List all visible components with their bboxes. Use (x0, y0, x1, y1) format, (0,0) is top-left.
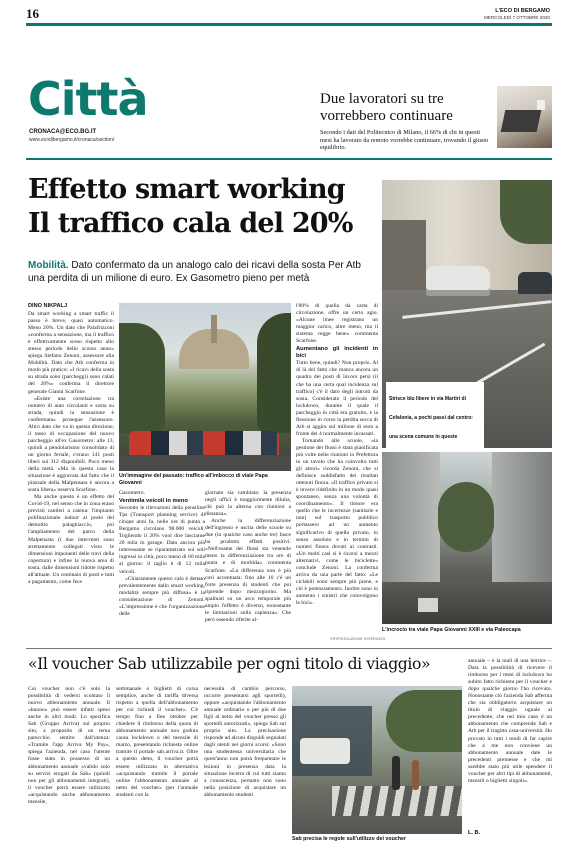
main-paragraph: «Esiste una correlazione tra numero di auto circolanti e sosta su strada, quindi la sensazione è confermata» prosegue l'assessore. Altro dato che va in questa direzione, il tasso di occupazione del nuovo parcheggio all'ex Gasometro: alle 13, quindi a pendolarismo consolidato di un giorno feriale, c'erano 141 posti liberi sui 312 disponibili. Poco meno della metà. «Ma in questo caso la situazione è aggravata dal fatto che il piazzale della Malpensata è ancora a sosta libera» osserva Scarfone. (28, 395, 114, 494)
second-column-4 (468, 658, 552, 828)
tower-shape (211, 315, 217, 343)
main-paragraph: Secondo le rilevazioni della pensiline Tps (Transport planning service) di cinque anni fa, nelle ore di punta a Bergamo circolano 98.000 veicoli. Togliendo il 20% vuol dire lasciarne 20 mila in garage. Dato ancora più interessante se riparametrato sui soli ingressi in città, poco meno di 60 mila al giorno: il taglio è di 12 mila veicoli. (119, 505, 205, 575)
main-column-4 (296, 303, 378, 635)
photo-old-traffic-caption: Un'immagine del passato: traffico all'imbocco di viale Papa Giovanni (119, 473, 268, 486)
main-headline-line2: Il traffico cala del 20% (28, 208, 353, 239)
article-divider (26, 648, 552, 649)
tree-left (119, 323, 165, 433)
second-headline: «Il voucher Sab utilizzabile per ogni titolo di viaggio» (28, 655, 431, 673)
main-paragraph: Anche la differenziazione dell'ingresso e uscita delle scuole su due (in qualche caso anche tre) fasce ha prodotto effetti positivi: «Nell'esame dei flussi sta venendo meno la differenziazione tra ore di punta e di morbida» commenta Scarfone. «La differenza non è più così accentuata: fino alle 10 c'è un forte presenza di studenti che poi riprende dopo mezzogiorno. Ma spalmati su un arco temporale più ampio l'effetto è diverso, nonostante le limitazioni sulla capienza». Che però essendo riferite al- (205, 518, 291, 623)
page-number: 16 (26, 6, 39, 21)
issue-date: MERCOLEDÌ 7 OTTOBRE 2020 (483, 15, 550, 20)
second-paragraph: settimanale o biglietti di corsa semplice, anche di tariffa diversa rispetto a quella dell'abbonamento per cui richiedi il voucher». C'è tempo fino a fine ottobre per chiedere il rimborso della quota di abbonamento annuale non goduta causa lockdown o del mensile di marzo, presentando richiesta online tramite il portale sab.arriva.it. Oltre a questo detto, il voucher potrà essere utilizzato in alternativa «acquistando tramite il portale online l'abbonamento annuale al netto del voucher» (per l'annuale studenti con la (116, 686, 198, 798)
section-title: Città (28, 72, 148, 126)
main-subhead-text: Dato confermato da un analogo calo dei ricavi della sosta Per Atb una perdita di un milione di euro. Ex Gasometro pieno per metà (28, 260, 361, 284)
photo-parking-caption: Strisce blu libere in via Martiri di Cefalonia, a pochi passi dal centro: una scena comune in queste (389, 396, 473, 440)
main-column-3 (205, 490, 291, 642)
main-headline-line1: Effetto smart working (28, 174, 345, 205)
bus-shape (418, 598, 438, 612)
tree-right (257, 313, 291, 433)
second-paragraph: Coi voucher non c'è solo la possibilità di vedersi scontato il nuovo abbonamento annuale. Il «buono» può essere infatti speso anche in altri modi. Lo specifica Sab (Gruppo Arriva) sul proprio sito, a proposito di un tema parecchio sentito dall'utenza: «Tramite l'app Arriva My Pay», spiega l'azienda, nel caso l'utente fosse stato in possesso di un abbonamento annuale «valido solo su servizi erogati da Sab» (quindi non per gli abbonamenti integrati), il voucher potrà essere utilizzato «acquistando anche abbonamento mensile, (28, 686, 110, 805)
teaser-title-line2: vorrebbero continuare (320, 108, 453, 124)
header-rule (26, 23, 552, 26)
laptop-shape (501, 110, 542, 132)
section-email[interactable]: CRONACA@ECO.BG.IT (29, 129, 97, 135)
main-paragraph: giornate sia cambiata: la presenza negli uffici è maggiormente diluita, chi può la alterna con riunioni a distanza». (205, 490, 291, 518)
building-left (382, 452, 440, 582)
main-subhead (28, 260, 378, 285)
main-paragraph: Da smart working a smart traffic il passo è breve, quasi automatico. Meno 20%. Un dato che Palafrizzoni «conferma a sensazione, ma il traffico è effettivamente sceso rispetto allo stesso periodo dello scorso anno» spiega Stefano Zenoni, assessore alla Mobilità. Dato che Atb conferma in modo più pratico: «I ricavi della sosta su strada sono (parcheggi) sono calati del 20%» conferma il direttore generale Gianni Scarfone. (28, 311, 114, 395)
main-kicker: Mobilità. (28, 260, 69, 271)
photo-intersection (382, 452, 552, 624)
second-paragraph: necessità di cambio percorso, occorre presentarsi agli sportelli), oppure «acquistando l'abbonamento annuale ordinario o per più di due figli al netto del voucher presso gli sportelli autorizzati», spiega Sab sul proprio sito. La precisazione risponde ad alcuni disguidi segnalati dagli utenti nei giorni scorsi: «Sono una studentessa universitaria che quest'anno non potrà frequentare le lezioni in presenza data la situazione incerta di cui tutti siamo a conoscenza, pertanto non sono nella posizione di acquistare un abbonamento studenti (204, 686, 286, 798)
main-paragraph: «Chiaramente questo calo è dettato prevalentemente dallo smart working, modalità sempre più diffusa» è la considerazione di Zenoni. «L'impressione è che l'organizzazione delle (119, 575, 205, 617)
tree-crown (500, 180, 552, 244)
photo-voucher (292, 686, 462, 834)
photo-parking-street (382, 180, 552, 448)
second-column-1 (28, 686, 110, 836)
main-paragraph: Tornando alle scuole, «la gestione dei flussi è stata pianificata più volte nelle riunioni in Prefettura in un tavolo che ha coinvolto tutti gli attori» ricorda Zenoni, che si definisce soddisfatto dei risultati ottenuti finora. «Il traffico privato si è invece ridefinito in un modo quasi spontaneo, senza una volontà di coordinamento». Il timore era quello che le incertezze (sanitarie e non) sul trasporto pubblico portassero ad un aumento significativo di quello privato, in senso assoluto e in termini di numeri finora dovuti ai contrasti. «Un molti casi si è ricorsi a mezzi alternativi, come le biciclette» conclude Zenoni. La conferma arriva da una parte del fatto: «Le ciclabili sono sempre più piene, e ciò è potenziamento. Inoltre sono in aumento i sinistri che coinvolgono le bici». (296, 437, 378, 606)
photo-intersection-caption: L'incrocio tra viale Papa Giovanni XXIII e via Paleocapa (382, 627, 521, 633)
main-column-2 (119, 490, 205, 642)
mug-shape (537, 100, 545, 110)
byline: DINO NIKPALJ (28, 303, 68, 309)
photo-old-traffic (119, 303, 291, 471)
teaser-photo (497, 86, 552, 148)
main-paragraph: Gasometro. (119, 490, 145, 496)
subheading-incidents: Aumentano gli incidenti in bici (296, 346, 378, 360)
parked-car (426, 266, 490, 296)
road-lanes (382, 582, 552, 624)
section-url[interactable]: www.ecodibergamo.it/cronaca/section/ (29, 137, 115, 143)
bus-shape (300, 738, 350, 764)
photo-voucher-caption: Sab precisa le regole sull'utilizzo dei voucher (292, 836, 406, 842)
second-column-3 (204, 686, 286, 836)
car-row (129, 431, 279, 455)
newspaper-name: L'ECO DI BERGAMO (495, 8, 550, 14)
crossing-stripes (332, 786, 462, 816)
main-paragraph: Ma anche questo è un effetto del Covid-19, nel senso che in zona erano previsti cantieri a catena: l'impianto polifunzionale indoor al posto del demolito palaghiaccio, poi l'ampliamento del parco della Malpensata (i due interventi sono strettamente collegati visto le dimensioni imponenti delle travi della copertura) e infine la nuova area di sosta, dalle dimensioni ridotte rispetto all'attuale. Un centinaio di posti e tutti a pagamento, come fece (28, 494, 114, 585)
copyright-note: ©RIPRODUZIONE RISERVATA (330, 637, 386, 641)
pedestrian (412, 760, 419, 790)
second-paragraph: annuale – è la mail di una lettrice –. Data la possibilità di ricevere il rimborso per i mesi di lockdown ho subito fatto richiesta per il voucher e dopo qualche giorno l'ho ricevuto. Nonostante ciò l'azienda Sab afferma che sia obbligatorio acquistare un titolo di viaggio uguale al precedente, che nel mio caso è un abbonamento che comprende Sab e Atb per il tragitto casa-università. Ho provato in tutti i modi di far capire che a me non conviene un abbonamento annuale date le precedenti premesse e che mi sarebbe stato più utile spendere il voucher per altri tipi di abbonamenti, mensili o biglietti singoli». (468, 658, 552, 784)
main-paragraph: Tutto bene, quindi? Non proprio. Al di là del fatto che manca ancora un quadro dei posti di lavoro persi (il che ha una certa qual incidenza sul traffico) c'è il dato degli introiti da sosta. Considerato il periodo del lockdown, durante il quale il parcheggio in città era gratuito, e la flessione in corso la perdita secca di Atb si aggira sul milione di euro a fronte dei 4 normalmente incassati. (296, 360, 378, 437)
tree-middle (438, 482, 494, 552)
second-column-2 (116, 686, 198, 836)
teaser-title-line1: Due lavoratori su tre (320, 91, 444, 107)
main-paragraph: l'80% di quella da carta di circolazione, offre un certo agio. «Alcune linee registrano un maggior carico, altre meno, ma il sistema regge bene» commenta Scarfone. (296, 303, 378, 345)
parked-car-dark (518, 272, 552, 294)
building-shadow (382, 220, 426, 300)
building-right (492, 452, 552, 592)
subheading-vehicles: Ventimila veicoli in meno (119, 498, 188, 505)
section-divider (26, 158, 552, 160)
teaser-text: Secondo i dati del Politecnico di Milano, il 66% di chi in questi mesi ha lavorato da remoto vorrebbe continuare, trovando il giusto equilibrio. (320, 129, 489, 152)
road (119, 455, 291, 471)
trees (386, 690, 462, 752)
pedestrian (392, 756, 400, 790)
second-signature: L. B. (468, 830, 481, 836)
main-column-1 (28, 311, 114, 643)
